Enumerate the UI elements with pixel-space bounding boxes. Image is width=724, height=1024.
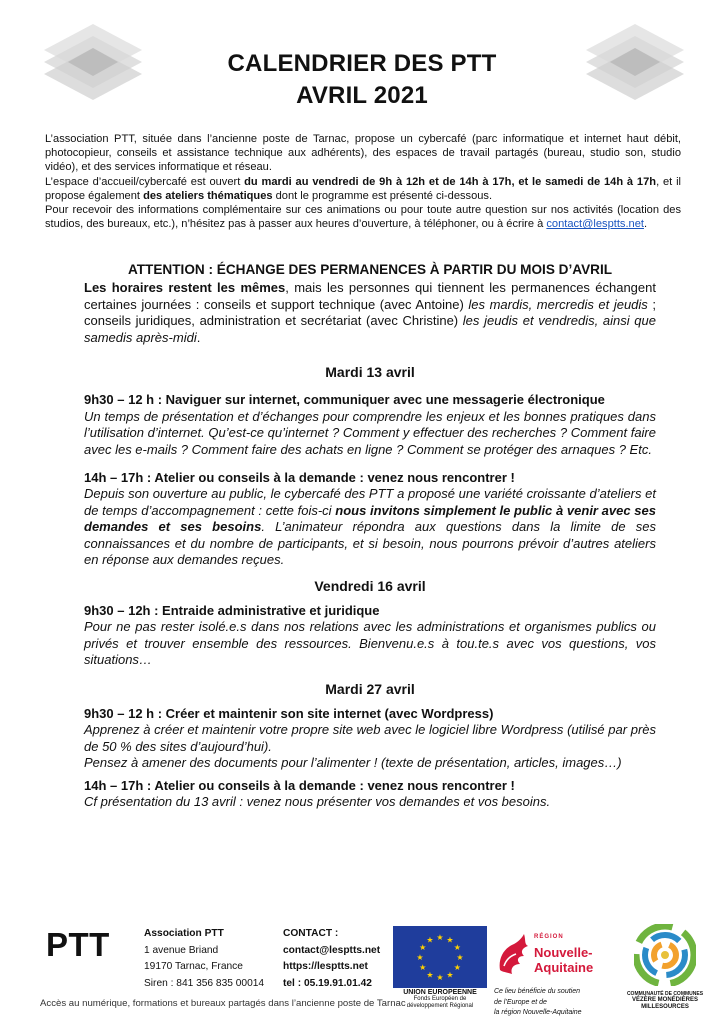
eu-star-icon: ★	[416, 953, 424, 962]
vm-caption-2: VÉZÈRE MONÉDIÈRES MILLESOURCES	[631, 997, 698, 1010]
thematic-workshops: des ateliers thématiques	[143, 189, 273, 202]
attention-text-1: , mais les personnes qui tiennent les permanences échangent certaines journées : conseils et support technique (avec Antoine)	[84, 280, 656, 312]
attention-italic-1: les mardis, mercredis et jeudis	[468, 296, 648, 312]
eu-star-icon: ★	[419, 943, 427, 952]
attention-text-3: .	[196, 329, 201, 345]
attention-bold: Les horaires restent les mêmes	[84, 280, 286, 296]
eu-star-icon: ★	[446, 970, 454, 980]
ptt-logo: PTT	[46, 926, 110, 963]
title-line-1: CALENDRIER DES PTT	[227, 50, 497, 77]
intro-section	[45, 132, 681, 231]
title-line-2: AVRIL 2021	[296, 82, 428, 109]
event-description: Pour ne pas rester isolé.e.s dans nos relations avec les administrations et organismes publics ou privés et trouver ensemble des ressources. Bienvenu.e.s à tou.te.s avec vos questions, vos situations…	[84, 619, 656, 668]
eu-stars-icon	[393, 926, 487, 988]
eu-star-icon: ★	[426, 970, 434, 980]
vezere-monedieres-logo	[620, 924, 710, 1011]
intro-p2-text-c: , et il propose également	[45, 175, 681, 202]
intro-p3-end: .	[643, 218, 648, 231]
intro-paragraph-2	[45, 175, 681, 203]
event-description: Apprenez à créer et maintenir votre propre site web avec le logiciel libre Wordpress (utilisé par près de 50 % des sites d’aujourd’hui).	[84, 722, 656, 754]
day-heading-27-april: Mardi 27 avril	[325, 680, 415, 697]
intro-paragraph-1: L’association PTT, située dans l’ancienne poste de Tarnac, propose un cybercafé (parc informatique et internet haut débit, photocopieur, conseils et assistance technique aux adhérents), des espaces de travail partagés (bureau, studio son, studio vidéo), et des services informatique et réseau.	[45, 133, 681, 174]
eu-subcaption-1: Fonds Européen de	[413, 996, 467, 1002]
event-desc-text-c: . L’animateur répondra aux questions dans la limite de ses connaissances et du nombre de participants, et si besoin, nous pourrons prévoir d’autres ateliers en réponse aux demandes reçues.	[84, 519, 656, 568]
vm-caption-1: COMMUNAUTÉ DE COMMUNES	[626, 991, 704, 997]
eu-star-icon: ★	[419, 963, 427, 972]
opening-hours: du mardi au vendredi de 9h à 12h et de 14h à 17h, et le samedi de 14h à 17h	[244, 175, 657, 188]
page-title	[0, 48, 724, 112]
association-name: Association PTT	[144, 928, 224, 939]
siren-number: Siren : 841 356 835 00014	[144, 977, 265, 989]
eu-subcaption-2: développement Régional	[406, 1003, 474, 1009]
eu-star-icon: ★	[436, 933, 444, 942]
eu-star-icon: ★	[446, 935, 454, 945]
address-line-2: 19170 Tarnac, France	[144, 961, 243, 972]
footer	[0, 916, 724, 1024]
region-label: RÉGION	[534, 934, 564, 940]
eu-logo	[393, 926, 487, 1010]
contact-email-link[interactable]: contact@lesptts.net	[546, 218, 644, 231]
day-heading-13-april: Mardi 13 avril	[325, 364, 415, 381]
spiral-emblem-icon	[634, 924, 696, 986]
eu-star-icon: ★	[453, 943, 461, 952]
attention-text-2: ; conseils juridiques, administration et secrétariat (avec Christine)	[84, 296, 656, 329]
nouvelle-aquitaine-logo	[494, 926, 604, 1018]
footer-tagline: Accès au numérique, formations et bureaux partagés dans l’ancienne poste de Tarnac	[40, 998, 406, 1009]
attention-italic-2: les jeudis et vendredis, ainsi que samedis après-midi	[84, 313, 656, 345]
eu-star-icon: ★	[426, 935, 434, 945]
event-description: Cf présentation du 13 avril : venez nous présenter vos demandes et vos besoins.	[84, 793, 551, 809]
attention-heading: ATTENTION : ÉCHANGE DES PERMANENCES À PARTIR DU MOIS D’AVRIL	[127, 262, 613, 277]
eu-star-icon: ★	[456, 953, 464, 962]
association-address	[144, 926, 264, 992]
event-desc-text-a: Depuis son ouverture au public, le cybercafé des PTT a proposé une variété croissante d’ateliers et de temps d’accompagnement : cette fois-ci	[84, 486, 656, 518]
intro-p2-text-e: dont le programme est présenté ci-dessous.	[272, 189, 493, 202]
eu-caption: UNION EUROPEENNE	[403, 989, 477, 996]
contact-label: CONTACT :	[283, 928, 339, 939]
contact-block	[283, 926, 380, 992]
region-name-line-1: Nouvelle-	[534, 945, 593, 960]
event-title: 9h30 – 12 h : Créer et maintenir son site internet (avec Wordpress)	[84, 705, 494, 721]
intro-p3-text: Pour recevoir des informations complémentaire sur ces animations ou pour toute autre question sur nos activités (location des studios, des bureaux, etc.), n’hésitez pas à passer aux heures d’ouverture, à téléphoner, ou à écrire à	[45, 204, 681, 231]
event-description: Pensez à amener des documents pour l’alimenter ! (texte de présentation, articles, images…)	[84, 755, 622, 771]
contact-email[interactable]: contact@lesptts.net	[283, 944, 381, 956]
event-description	[84, 486, 656, 568]
eu-star-icon: ★	[436, 973, 444, 982]
contact-phone: tel : 05.19.91.01.42	[283, 977, 372, 989]
contact-website[interactable]: https://lesptts.net	[283, 961, 368, 972]
event-title: 9h30 – 12h : Entraide administrative et juridique	[84, 602, 380, 618]
event-desc-bold: nous invitons simplement le public à venir avec ses demandes et ses besoins	[84, 502, 656, 535]
support-caption-3: la région Nouvelle-Aquitaine	[494, 1009, 582, 1016]
support-caption-1: Ce lieu bénéficie du soutien	[494, 988, 581, 995]
day-heading-16-april: Vendredi 16 avril	[314, 577, 426, 594]
event-title: 14h – 17h : Atelier ou conseils à la demande : venez nous rencontrer !	[84, 470, 515, 486]
region-name-line-2: Aquitaine	[534, 960, 594, 975]
schedule-content	[84, 262, 656, 810]
intro-paragraph-3	[45, 203, 681, 231]
eu-flag-icon	[393, 926, 487, 988]
event-title: 9h30 – 12 h : Naviguer sur internet, communiquer avec une messagerie électronique	[84, 392, 605, 408]
address-line-1: 1 avenue Briand	[144, 944, 219, 956]
support-caption-2: de l’Europe et de	[494, 998, 547, 1006]
event-description: Un temps de présentation et d’échanges pour comprendre les enjeux et les bonnes pratiques dans l’utilisation d’internet. Qu’est-ce qu’internet ? Comment y effectuer des recherches ? Comment faire avec les e-mails ? Comment faire des achats en ligne ? Comment se protéger des arnaques ? Etc.	[84, 408, 656, 457]
eu-star-icon: ★	[453, 963, 461, 972]
event-title: 14h – 17h : Atelier ou conseils à la demande : venez nous rencontrer !	[84, 777, 515, 793]
intro-p2-text-a: L’espace d’accueil/cybercafé est ouvert	[45, 175, 245, 188]
attention-text	[84, 280, 656, 346]
lion-emblem-icon	[494, 932, 534, 978]
